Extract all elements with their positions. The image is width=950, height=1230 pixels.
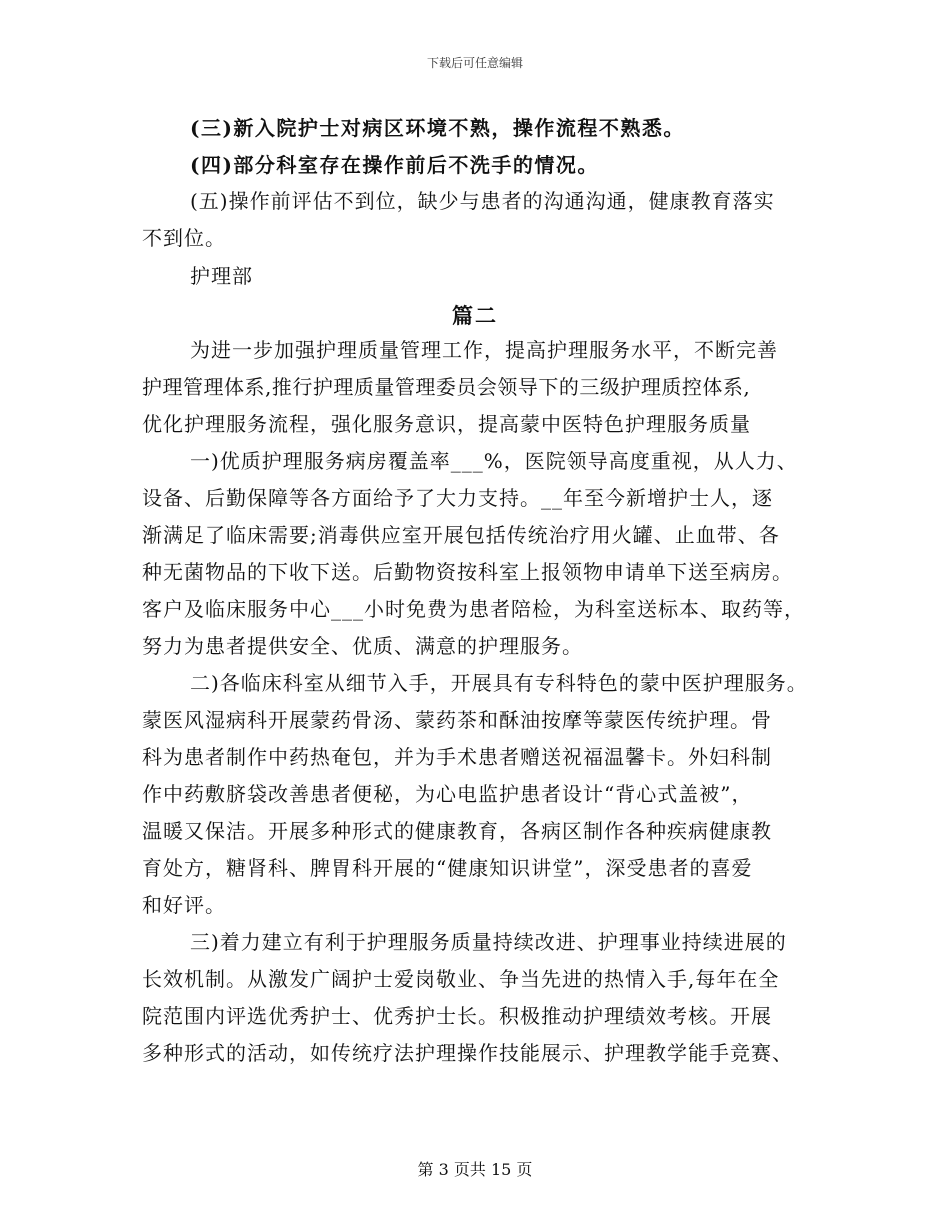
item-5-line-2: 不到位。: [142, 226, 226, 250]
para-3-line-2: 长效机制。从激发广阔护士爱岗敬业、争当先进的热情入手,每年在全: [142, 967, 780, 991]
para-2-line-7: 和好评。: [142, 893, 226, 917]
para-1-line-5: 客户及临床服务中心___小时免费为患者陪检，为科室送标本、取药等，: [142, 597, 805, 621]
para-2-line-6: 育处方，糖肾科、脾胃科开展的“健康知识讲堂”，深受患者的喜爱: [142, 856, 753, 880]
para-2-line-5: 温暖又保洁。开展多种形式的健康教育，各病区制作各种疾病健康教: [142, 819, 772, 843]
item-3-bold: (三)新入院护士对病区环境不熟，操作流程不熟悉。: [190, 116, 685, 140]
para-1-line-4: 种无菌物品的下收下送。后勤物资按科室上报领物申请单下送至病房。: [142, 560, 793, 584]
para-2-line-3: 科为患者制作中药热奄包，并为手术患者赠送祝福温馨卡。外妇科制: [142, 745, 772, 769]
page-number-footer: 第 3 页共 15 页: [417, 1160, 533, 1179]
section-heading: 篇二: [452, 303, 498, 328]
intro-line-1: 为进一步加强护理质量管理工作，提高护理服务水平，不断完善: [190, 338, 778, 362]
para-1-line-6: 努力为患者提供安全、优质、满意的护理服务。: [142, 634, 583, 658]
para-3-line-1: 三)着力建立有利于护理服务质量持续改进、护理事业持续进展的: [190, 930, 787, 954]
para-3-line-3: 院范围内评选优秀护士、优秀护士长。积极推动护理绩效考核。开展: [142, 1004, 772, 1028]
para-2-line-2: 蒙医风湿病科开展蒙药骨汤、蒙药茶和酥油按摩等蒙医传统护理。骨: [142, 708, 772, 732]
para-2-line-1: 二)各临床科室从细节入手，开展具有专科特色的蒙中医护理服务。: [190, 671, 808, 695]
item-5-line-1: (五)操作前评估不到位，缺少与患者的沟通沟通，健康教育落实: [190, 189, 775, 213]
intro-line-2: 护理管理体系,推行护理质量管理委员会领导下的三级护理质控体系,: [142, 375, 751, 399]
para-1-line-3: 渐满足了临床需要;消毒供应室开展包括传统治疗用火罐、止血带、各: [142, 523, 780, 547]
para-1-line-1: 一)优质护理服务病房覆盖率___%，医院领导高度重视，从人力、: [190, 449, 798, 473]
para-3-line-4: 多种形式的活动，如传统疗法护理操作技能展示、护理教学能手竞赛、: [142, 1041, 793, 1065]
para-1-line-2: 设备、后勤保障等各方面给予了大力支持。__年至今新增护士人，逐: [142, 486, 773, 510]
item-4-bold: (四)部分科室存在操作前后不洗手的情况。: [190, 153, 599, 177]
page-header-note: 下载后可任意编辑: [426, 56, 523, 70]
para-2-line-4: 作中药敷脐袋改善患者便秘，为心电监护患者设计“背心式盖被”，: [142, 782, 753, 806]
signature-department: 护理部: [190, 264, 253, 288]
intro-line-3: 优化护理服务流程，强化服务意识，提高蒙中医特色护理服务质量: [142, 412, 751, 436]
